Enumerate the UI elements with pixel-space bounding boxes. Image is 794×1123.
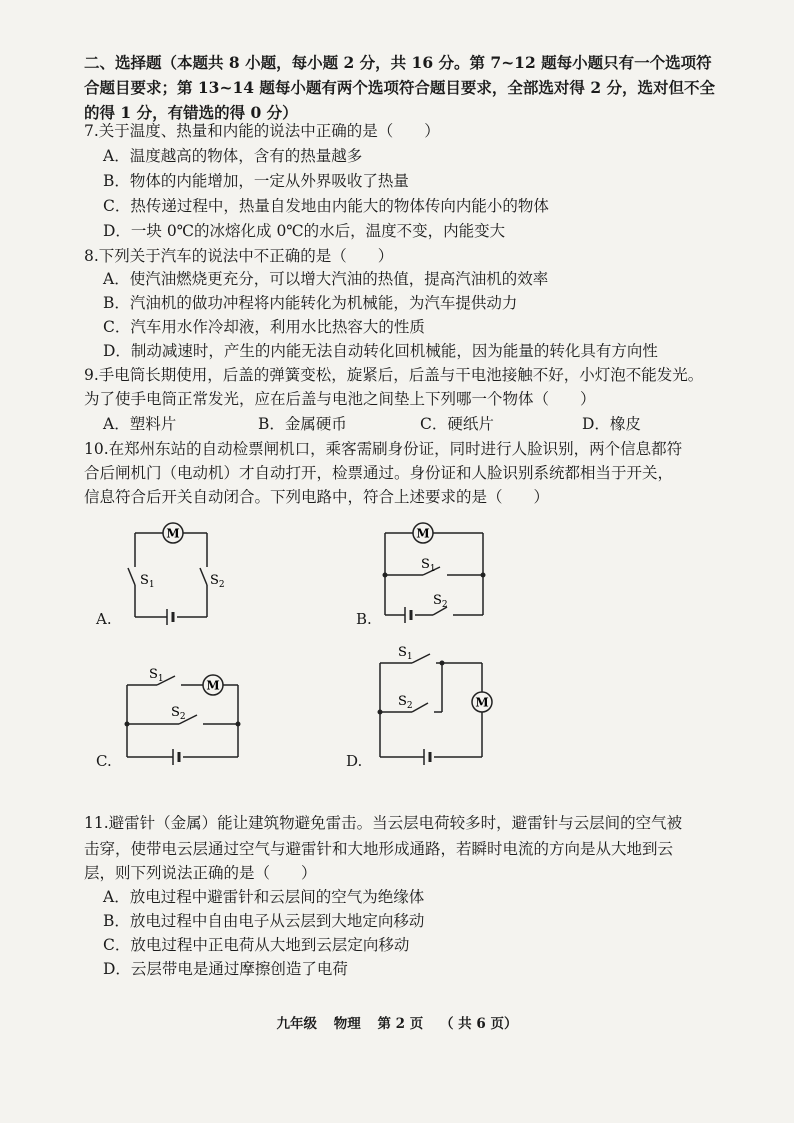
circuit-b-s2-label: $S_2$ xyxy=(433,593,448,610)
circuit-c-s2-label: $S_2$ xyxy=(171,705,186,722)
q11-stem-line3: 层，则下列说法正确的是（ ） xyxy=(84,864,317,882)
section-heading: 二、选择题（本题共 8 小题，每小题 2 分，共 16 分。第 7~12 题每小题只有一个选项符合题目要求；第 13~14 题每小题有两个选项符合题目要求，全部选对得 2 分，选对但不全的得 1 分，有错选的得 0 分） xyxy=(84,53,715,122)
circuit-a-s1-label: $S_1$ xyxy=(140,573,155,590)
q8-option-d: D．制动减速时，产生的内能无法自动转化回机械能，因为能量的转化具有方向性 xyxy=(103,342,658,360)
q8-option-a: A．使汽油燃烧更充分，可以增大汽油的热值，提高汽油机的效率 xyxy=(103,270,549,288)
page-footer xyxy=(0,1012,794,1032)
circuit-c-battery xyxy=(173,749,179,765)
circuit-b-motor-label: M xyxy=(416,526,430,541)
circuit-c-label: C. xyxy=(96,752,112,770)
circuit-d-motor xyxy=(472,692,492,712)
circuit-b-s1-label: $S_1$ xyxy=(421,557,436,574)
circuit-b-diagram xyxy=(375,515,495,630)
circuit-a-s2-label: $S_2$ xyxy=(210,573,225,590)
circuit-a-motor xyxy=(163,523,183,543)
q8-option-c: C．汽车用水作冷却液，利用水比热容大的性质 xyxy=(103,318,425,336)
q11-stem-line1: 11.避雷针（金属）能让建筑物避免雷击。当云层电荷较多时，避雷针与云层间的空气被 xyxy=(84,814,683,832)
footer-grade: 九年级 xyxy=(276,1016,318,1032)
footer-subject: 物理 xyxy=(333,1016,361,1032)
q7-option-a: A．温度越高的物体，含有的热量越多 xyxy=(103,147,363,165)
q10-stem-line3: 信息符合后开关自动闭合。下列电路中，符合上述要求的是（ ） xyxy=(84,488,550,506)
circuit-c-s1-label: $S_1$ xyxy=(149,667,164,684)
circuit-a-motor-label: M xyxy=(166,526,180,541)
q11-option-c: C．放电过程中正电荷从大地到云层定向移动 xyxy=(103,936,410,954)
q7-option-c: C．热传递过程中，热量自发地由内能大的物体传向内能小的物体 xyxy=(103,197,549,215)
q9-option-b: B．金属硬币 xyxy=(258,415,347,433)
q8-option-b: B．汽油机的做功冲程将内能转化为机械能，为汽车提供动力 xyxy=(103,294,518,312)
circuit-c-diagram xyxy=(115,662,250,772)
q9-option-c: C．硬纸片 xyxy=(420,415,494,433)
circuit-b-label: B. xyxy=(356,610,372,628)
q7-stem: 7.关于温度、热量和内能的说法中正确的是（ ） xyxy=(84,122,440,140)
circuit-a-battery xyxy=(167,609,173,625)
circuit-d-label: D. xyxy=(346,752,363,770)
q7-option-b: B．物体的内能增加，一定从外界吸收了热量 xyxy=(103,172,409,190)
q11-option-d: D．云层带电是通过摩擦创造了电荷 xyxy=(103,960,348,978)
q10-stem-line1: 10.在郑州东站的自动检票闸机口，乘客需刷身份证，同时进行人脸识别，两个信息都符 xyxy=(84,440,683,458)
circuit-d-battery xyxy=(424,749,430,765)
circuit-c-motor-label: M xyxy=(206,678,220,693)
q7-option-d: D．一块 0℃的冰熔化成 0℃的水后，温度不变，内能变大 xyxy=(103,222,506,240)
circuit-d-s2-label: $S_2$ xyxy=(398,694,413,711)
circuit-b-battery xyxy=(405,607,411,623)
q9-stem-line1: 9.手电筒长期使用，后盖的弹簧变松，旋紧后，后盖与干电池接触不好，小灯泡不能发光。 xyxy=(84,366,704,384)
circuit-d-motor-label: M xyxy=(475,695,489,710)
circuit-a-diagram xyxy=(115,515,225,630)
q11-option-a: A．放电过程中避雷针和云层间的空气为绝缘体 xyxy=(103,888,425,906)
circuit-d-diagram xyxy=(370,640,500,770)
q9-option-d: D．橡皮 xyxy=(582,415,641,433)
q9-stem-line2: 为了使手电筒正常发光，应在后盖与电池之间垫上下列哪一个物体（ ） xyxy=(84,390,596,408)
footer-total-pages: （ 共 6 页） xyxy=(439,1016,518,1032)
q11-option-b: B．放电过程中自由电子从云层到大地定向移动 xyxy=(103,912,425,930)
q8-stem: 8.下列关于汽车的说法中不正确的是（ ） xyxy=(84,247,394,265)
footer-page-number: 第 2 页 xyxy=(377,1016,424,1032)
q9-option-a: A．塑料片 xyxy=(103,415,177,433)
circuit-b-motor xyxy=(413,523,433,543)
circuit-a-label: A. xyxy=(96,610,112,628)
circuit-c-motor xyxy=(203,675,223,695)
q10-stem-line2: 合后闸机门（电动机）才自动打开，检票通过。身份证和人脸识别系统都相当于开关， xyxy=(84,464,674,482)
circuit-d-s1-label: $S_1$ xyxy=(398,645,413,662)
q11-stem-line2: 击穿，使带电云层通过空气与避雷针和大地形成通路，若瞬时电流的方向是从大地到云 xyxy=(84,840,674,858)
